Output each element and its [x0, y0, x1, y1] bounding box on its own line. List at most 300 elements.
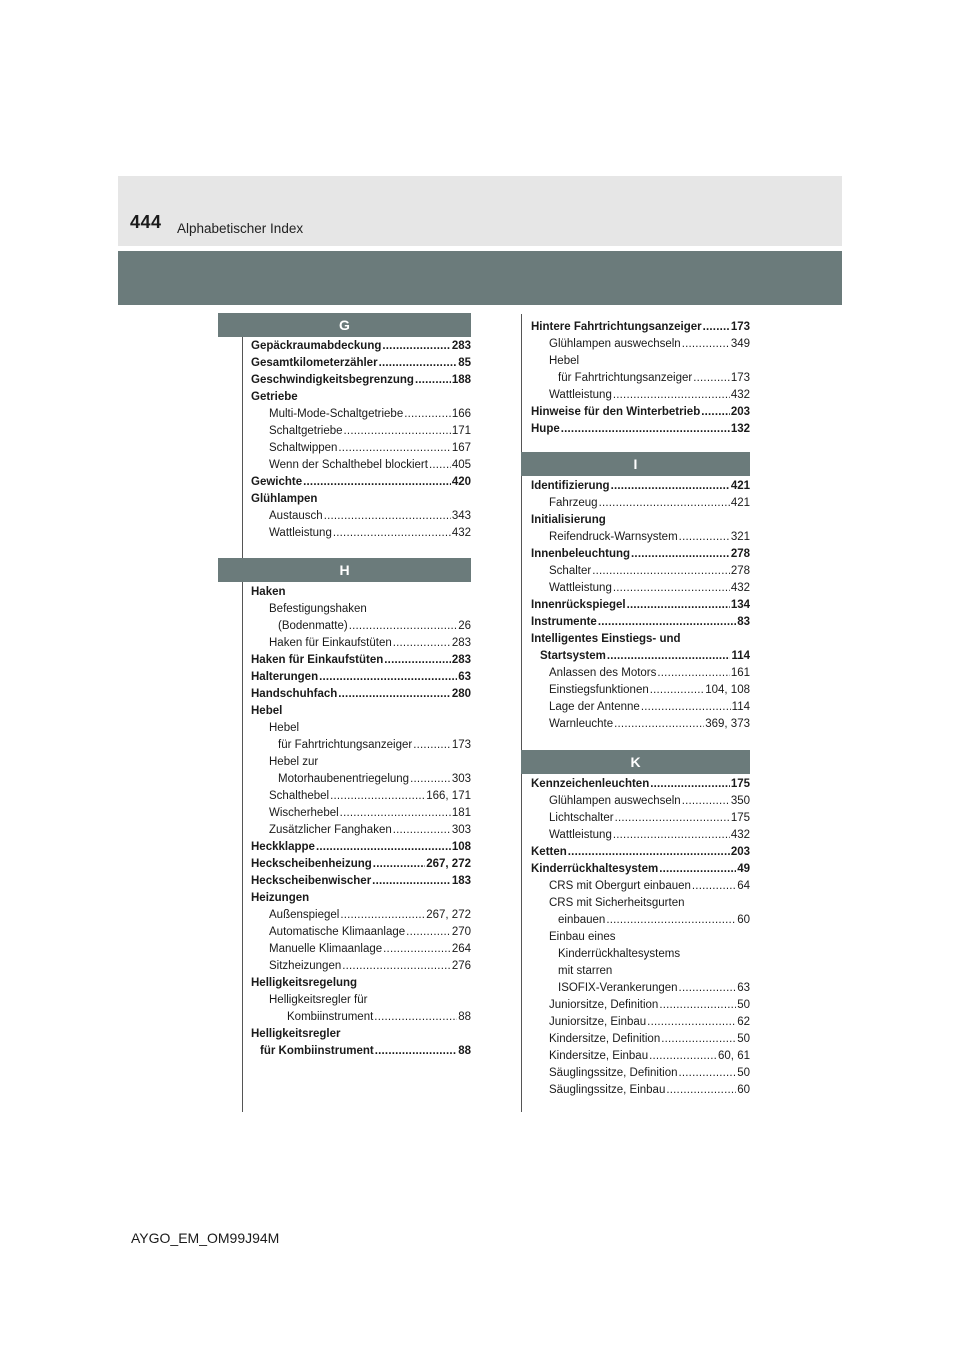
page-reference: 432: [730, 389, 750, 401]
index-term: Getriebe: [251, 391, 298, 403]
index-entry: [531, 776, 750, 793]
index-list-k: [531, 776, 750, 1099]
index-term: Intelligentes Einstiegs- und: [531, 633, 681, 645]
index-term: Kombiinstrument: [287, 1011, 374, 1023]
index-term: ISOFIX-Verankerungen: [558, 982, 678, 994]
index-entry: [251, 754, 471, 771]
index-entry: [531, 319, 750, 336]
dot-leader: [379, 355, 458, 372]
page-reference: 173: [730, 321, 750, 333]
index-term: Motorhaubenentriegelung: [278, 773, 410, 785]
page-reference: 203: [730, 406, 750, 418]
dot-leader: [627, 597, 730, 614]
index-term: Lage der Antenne: [549, 701, 640, 713]
index-term: Heizungen: [251, 892, 310, 904]
index-entry: [251, 389, 471, 406]
index-entry: [531, 827, 750, 844]
index-term: Sitzheizungen: [269, 960, 342, 972]
index-term: Befestigungshaken: [269, 603, 367, 615]
page-reference: 166, 171: [426, 790, 471, 802]
dot-leader: [393, 635, 451, 652]
page-reference: 267, 272: [426, 858, 471, 870]
index-list-h: [251, 584, 471, 1060]
page-reference: 303: [451, 773, 471, 785]
index-entry: [531, 597, 750, 614]
index-entry: [531, 546, 750, 563]
index-term: Juniorsitze, Definition: [549, 999, 659, 1011]
index-entry: [251, 839, 471, 856]
index-term: Schalthebel: [269, 790, 330, 802]
index-entry: [251, 958, 471, 975]
index-term: Glühlampen auswechseln: [549, 795, 681, 807]
page-reference: 188: [451, 374, 471, 386]
page-reference: 421: [730, 497, 750, 509]
index-term: Helligkeitsregler: [251, 1028, 341, 1040]
page-reference: 278: [730, 565, 750, 577]
dot-leader: [592, 563, 730, 580]
index-term: Glühlampen auswechseln: [549, 338, 681, 350]
section-header-k: K: [521, 750, 750, 774]
index-entry: [251, 372, 471, 389]
page-reference: 181: [451, 807, 471, 819]
index-entry: [531, 529, 750, 546]
dot-leader: [599, 495, 730, 512]
index-entry: [251, 856, 471, 873]
dot-leader: [631, 546, 730, 563]
page-reference: 349: [730, 338, 750, 350]
index-entry: [251, 907, 471, 924]
index-entry: [531, 370, 750, 387]
index-entry: [251, 890, 471, 907]
page-reference: 134: [730, 599, 750, 611]
page-reference: 303: [451, 824, 471, 836]
index-entry: [531, 512, 750, 529]
index-term: Gewichte: [251, 476, 303, 488]
index-entry: [251, 618, 471, 635]
index-entry: [531, 716, 750, 733]
page-reference: 369, 373: [705, 718, 750, 730]
dot-leader: [701, 404, 730, 421]
index-entry: [251, 508, 471, 525]
index-term: Fahrzeug: [549, 497, 598, 509]
index-term: Wischerhebel: [269, 807, 339, 819]
column-divider-right: [521, 314, 522, 1112]
index-entry: [531, 997, 750, 1014]
index-term: Warnleuchte: [549, 718, 614, 730]
dot-leader: [340, 907, 425, 924]
index-entry: [531, 946, 750, 963]
page-reference: 108: [451, 841, 471, 853]
index-term: Austausch: [269, 510, 323, 522]
index-term: (Bodenmatte): [278, 620, 348, 632]
index-term: Innenrückspiegel: [531, 599, 626, 611]
index-entry: [251, 975, 471, 992]
page-reference: 132: [730, 423, 750, 435]
index-term: Helligkeitsregelung: [251, 977, 358, 989]
index-entry: [531, 580, 750, 597]
index-list-h-continued: [531, 319, 750, 438]
index-term: CRS mit Obergurt einbauen: [549, 880, 691, 892]
section-header-i: I: [521, 452, 750, 476]
page-reference: 49: [737, 863, 750, 875]
index-entry: [531, 336, 750, 353]
dot-leader: [375, 1043, 457, 1060]
index-term: mit starren: [558, 965, 613, 977]
page-reference: 63: [458, 671, 471, 683]
index-entry: [531, 878, 750, 895]
dot-leader: [641, 699, 731, 716]
section-title: Alphabetischer Index: [177, 221, 304, 236]
index-term: Startsystem: [540, 650, 606, 662]
page-reference: 62: [737, 1016, 750, 1028]
dot-leader: [682, 793, 730, 810]
page-reference: 280: [451, 688, 471, 700]
page-reference: 283: [451, 654, 471, 666]
dot-leader: [607, 648, 731, 665]
index-entry: [531, 912, 750, 929]
page-reference: 432: [730, 582, 750, 594]
index-entry: [251, 601, 471, 618]
page-reference: 167: [451, 442, 471, 454]
dot-leader: [661, 1031, 736, 1048]
index-term: Instrumente: [531, 616, 597, 628]
section-header-g: G: [218, 313, 471, 337]
dot-leader: [679, 980, 737, 997]
index-entry: [531, 1031, 750, 1048]
index-term: Hebel: [269, 722, 300, 734]
index-entry: [251, 805, 471, 822]
index-entry: [251, 703, 471, 720]
dot-leader: [393, 822, 451, 839]
dot-leader: [344, 423, 451, 440]
index-term: Anlassen des Motors: [549, 667, 657, 679]
section-header-h: H: [218, 558, 471, 582]
index-entry: [251, 457, 471, 474]
dot-leader: [406, 924, 451, 941]
page-reference: 60: [737, 914, 750, 926]
index-term: Säuglingssitze, Einbau: [549, 1084, 666, 1096]
page-reference: 283: [451, 340, 471, 352]
page-reference: 350: [730, 795, 750, 807]
page-reference: 50: [737, 1033, 750, 1045]
index-entry: [251, 941, 471, 958]
index-term: Haken: [251, 586, 286, 598]
index-term: Gepäckraumabdeckung: [251, 340, 382, 352]
dot-leader: [410, 771, 451, 788]
index-term: für Kombiinstrument: [260, 1045, 374, 1057]
dot-leader: [613, 827, 730, 844]
dot-leader: [372, 873, 451, 890]
page-reference: 278: [730, 548, 750, 560]
page-reference: 175: [730, 778, 750, 790]
index-term: Wattleistung: [549, 582, 612, 594]
index-term: Glühlampen: [251, 493, 318, 505]
index-entry: [531, 1082, 750, 1099]
index-entry: [531, 861, 750, 878]
dot-leader: [615, 810, 730, 827]
index-entry: [251, 406, 471, 423]
page-reference: 114: [731, 650, 750, 662]
index-entry: [251, 584, 471, 601]
index-term: Juniorsitze, Einbau: [549, 1016, 647, 1028]
page-reference: 161: [730, 667, 750, 679]
index-entry: [531, 631, 750, 648]
dot-leader: [342, 958, 451, 975]
page-reference: 283: [451, 637, 471, 649]
index-entry: [531, 963, 750, 980]
index-term: Heckscheibenheizung: [251, 858, 372, 870]
dot-leader: [340, 805, 451, 822]
page-reference: 63: [737, 982, 750, 994]
index-entry: [531, 929, 750, 946]
index-term: Geschwindigkeitsbegrenzung: [251, 374, 414, 386]
page-reference: 88: [458, 1045, 471, 1057]
index-entry: [251, 1026, 471, 1043]
index-term: Wenn der Schalthebel blockiert: [269, 459, 428, 471]
index-entry: [531, 682, 750, 699]
page-reference: 60: [737, 1084, 750, 1096]
index-term: Initialisierung: [531, 514, 606, 526]
dot-leader: [383, 941, 451, 958]
index-entry: [251, 924, 471, 941]
dot-leader: [319, 669, 457, 686]
page-reference: 183: [451, 875, 471, 887]
page-reference: 276: [451, 960, 471, 972]
dot-leader: [606, 912, 736, 929]
dot-leader: [657, 665, 729, 682]
index-entry: [531, 387, 750, 404]
index-entry: [251, 788, 471, 805]
dot-leader: [568, 844, 730, 861]
index-entry: [251, 822, 471, 839]
index-term: Hupe: [531, 423, 560, 435]
dot-leader: [703, 319, 730, 336]
page-reference: 114: [731, 701, 750, 713]
dot-leader: [330, 788, 425, 805]
index-entry: [531, 478, 750, 495]
index-entry: [251, 474, 471, 491]
index-entry: [251, 737, 471, 754]
index-term: Manuelle Klimaanlage: [269, 943, 383, 955]
index-entry: [251, 669, 471, 686]
index-list-g: [251, 338, 471, 542]
dot-leader: [404, 406, 451, 423]
index-entry: [531, 793, 750, 810]
index-term: Identifizierung: [531, 480, 610, 492]
page-reference: 421: [730, 480, 750, 492]
page-reference: 173: [451, 739, 471, 751]
index-term: Kindersitze, Einbau: [549, 1050, 649, 1062]
index-entry: [531, 421, 750, 438]
index-entry: [251, 686, 471, 703]
index-term: Halterungen: [251, 671, 319, 683]
index-entry: [251, 652, 471, 669]
dot-leader: [384, 652, 451, 669]
index-entry: [531, 980, 750, 997]
index-entry: [531, 404, 750, 421]
index-term: Handschuhfach: [251, 688, 338, 700]
index-entry: [531, 844, 750, 861]
dot-leader: [338, 440, 450, 457]
document-code: AYGO_EM_OM99J94M: [131, 1230, 280, 1246]
index-entry: [251, 440, 471, 457]
index-entry: [531, 1065, 750, 1082]
dot-leader: [692, 878, 736, 895]
dot-leader: [382, 338, 450, 355]
index-term: Reifendruck-Warnsystem: [549, 531, 678, 543]
dot-leader: [333, 525, 451, 542]
page-reference: 432: [730, 829, 750, 841]
dot-leader: [598, 614, 736, 631]
index-term: Haken für Einkaufstüten: [269, 637, 392, 649]
index-list-i: [531, 478, 750, 733]
dot-leader: [650, 682, 705, 699]
dot-leader: [374, 1009, 457, 1026]
page-reference: 321: [730, 531, 750, 543]
page-reference: 420: [451, 476, 471, 488]
index-term: Einstiegsfunktionen: [549, 684, 649, 696]
dot-leader: [659, 861, 736, 878]
dot-leader: [679, 1065, 737, 1082]
index-entry: [251, 771, 471, 788]
index-entry: [531, 495, 750, 512]
index-entry: [251, 873, 471, 890]
dot-leader: [316, 839, 451, 856]
index-term: Heckscheibenwischer: [251, 875, 372, 887]
index-entry: [251, 491, 471, 508]
index-entry: [251, 423, 471, 440]
dot-leader: [561, 421, 730, 438]
dot-leader: [338, 686, 451, 703]
page-reference: 83: [737, 616, 750, 628]
index-term: Gesamtkilometerzähler: [251, 357, 378, 369]
index-term: einbauen: [558, 914, 606, 926]
dot-leader: [613, 387, 730, 404]
page-reference: 173: [730, 372, 750, 384]
dot-leader: [429, 457, 451, 474]
index-term: Schalter: [549, 565, 592, 577]
index-term: Kinderrückhaltesystems: [558, 948, 681, 960]
dot-leader: [650, 776, 730, 793]
dot-leader: [303, 474, 451, 491]
index-term: Schaltwippen: [269, 442, 338, 454]
index-term: Zusätzlicher Fanghaken: [269, 824, 392, 836]
index-term: Wattleistung: [549, 829, 612, 841]
dot-leader: [324, 508, 451, 525]
page-reference: 50: [737, 1067, 750, 1079]
index-entry: [531, 1014, 750, 1031]
page-reference: 270: [451, 926, 471, 938]
index-entry: [531, 648, 750, 665]
index-term: Heckklappe: [251, 841, 315, 853]
dot-leader: [659, 997, 736, 1014]
index-term: Einbau eines: [549, 931, 616, 943]
index-entry: [251, 1009, 471, 1026]
index-entry: [251, 525, 471, 542]
index-entry: [531, 353, 750, 370]
index-entry: [251, 720, 471, 737]
index-entry: [531, 810, 750, 827]
page-reference: 264: [451, 943, 471, 955]
index-entry: [531, 895, 750, 912]
dot-leader: [611, 478, 730, 495]
page-reference: 104, 108: [705, 684, 750, 696]
page-reference: 267, 272: [426, 909, 471, 921]
dot-leader: [613, 580, 730, 597]
index-term: Multi-Mode-Schaltgetriebe: [269, 408, 404, 420]
index-term: Lichtschalter: [549, 812, 614, 824]
page-number: 444: [130, 212, 162, 232]
page-reference: 166: [451, 408, 471, 420]
index-entry: [531, 1048, 750, 1065]
index-term: CRS mit Sicherheitsgurten: [549, 897, 685, 909]
index-term: Hintere Fahrtrichtungsanzeiger: [531, 321, 702, 333]
dot-leader: [649, 1048, 717, 1065]
index-term: Hinweise für den Winterbetrieb: [531, 406, 701, 418]
index-term: für Fahrtrichtungsanzeiger: [278, 739, 413, 751]
page-reference: 343: [451, 510, 471, 522]
index-term: Kennzeichenleuchten: [531, 778, 650, 790]
page-reference: 175: [730, 812, 750, 824]
index-term: Ketten: [531, 846, 567, 858]
index-entry: [531, 614, 750, 631]
index-term: Schaltgetriebe: [269, 425, 343, 437]
dot-leader: [373, 856, 425, 873]
dot-leader: [415, 372, 451, 389]
index-entry: [251, 635, 471, 652]
index-term: Wattleistung: [549, 389, 612, 401]
column-divider-left: [242, 314, 243, 1112]
dot-leader: [679, 529, 730, 546]
index-term: Wattleistung: [269, 527, 332, 539]
index-entry: [251, 1043, 471, 1060]
index-term: Hebel: [251, 705, 283, 717]
index-term: für Fahrtrichtungsanzeiger: [558, 372, 693, 384]
index-term: Automatische Klimaanlage: [269, 926, 406, 938]
dot-leader: [693, 370, 730, 387]
page-reference: 50: [737, 999, 750, 1011]
page-reference: 64: [737, 880, 750, 892]
index-term: Innenbeleuchtung: [531, 548, 631, 560]
page-reference: 171: [451, 425, 471, 437]
index-term: Helligkeitsregler für: [269, 994, 368, 1006]
index-term: Säuglingssitze, Definition: [549, 1067, 678, 1079]
index-term: Kindersitze, Definition: [549, 1033, 661, 1045]
page-reference: 85: [458, 357, 471, 369]
dot-leader: [614, 716, 704, 733]
page-reference: 405: [451, 459, 471, 471]
index-entry: [531, 563, 750, 580]
page-reference: 203: [730, 846, 750, 858]
index-term: Kinderrückhaltesystem: [531, 863, 659, 875]
header-band: [118, 251, 842, 305]
dot-leader: [666, 1082, 736, 1099]
page-reference: 88: [458, 1011, 471, 1023]
index-term: Außenspiegel: [269, 909, 340, 921]
page-reference: 26: [458, 620, 471, 632]
page-reference: 432: [451, 527, 471, 539]
index-term: Hebel: [549, 355, 580, 367]
page-reference: 60, 61: [718, 1050, 750, 1062]
dot-leader: [647, 1014, 736, 1031]
index-entry: [251, 355, 471, 372]
dot-leader: [349, 618, 458, 635]
dot-leader: [682, 336, 730, 353]
index-entry: [251, 338, 471, 355]
index-entry: [531, 699, 750, 716]
index-entry: [531, 665, 750, 682]
index-term: Hebel zur: [269, 756, 319, 768]
